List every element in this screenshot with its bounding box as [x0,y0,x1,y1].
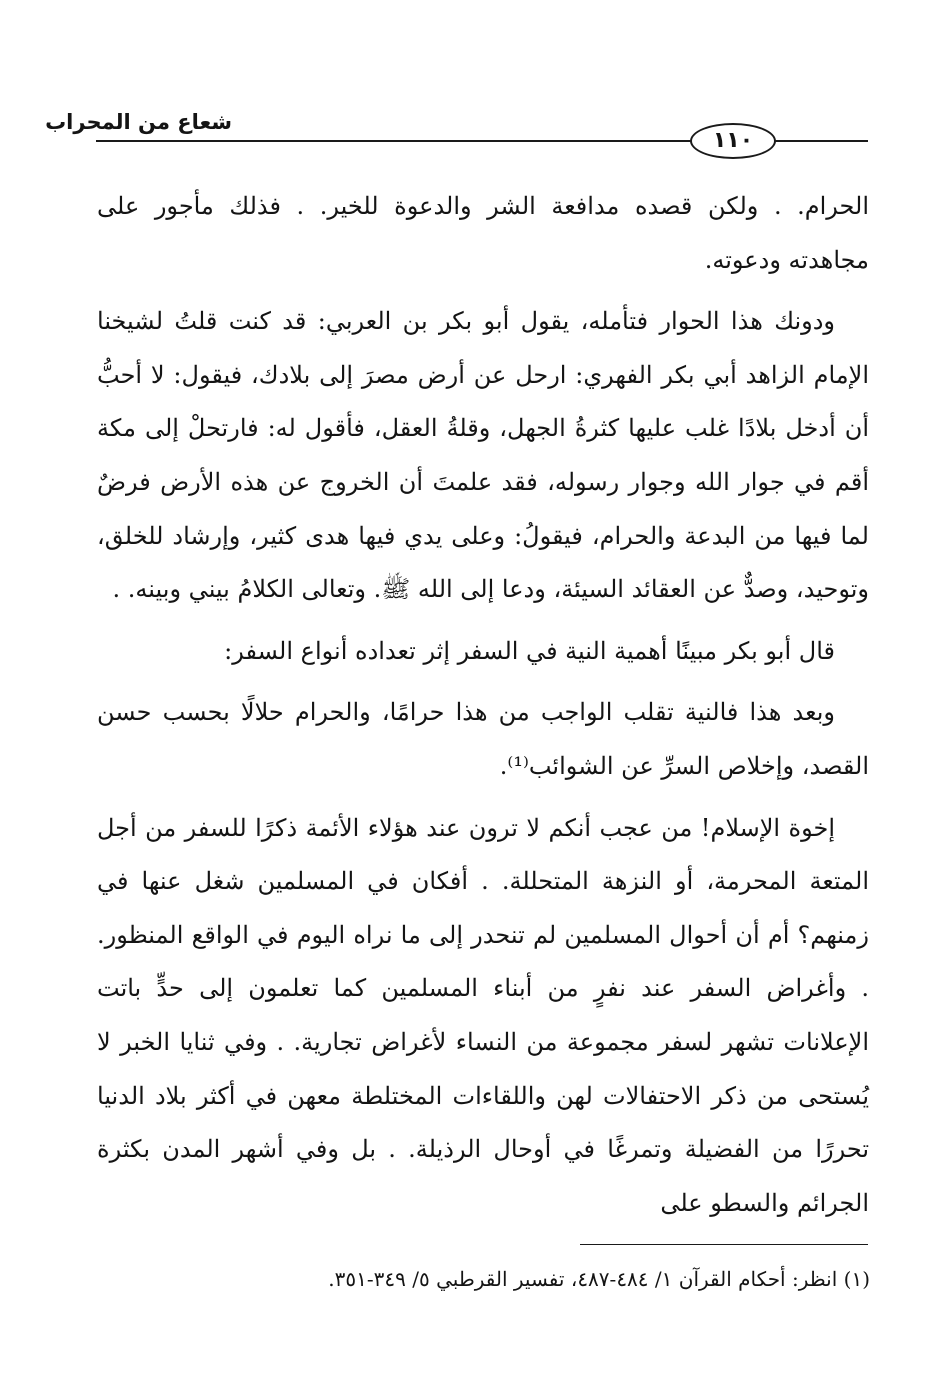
paragraph-4: وبعد هذا فالنية تقلب الواجب من هذا حرامًا، والحرام حلالًا بحسب حسن القصد، وإخلاص السرِّ عن الشوائب⁽¹⁾. [97,698,869,780]
paragraph-2: ودونك هذا الحوار فتأمله، يقول أبو بكر بن العربي: قد كنت قلتُ لشيخنا الإمام الزاهد أبي بكر الفهري: ارحل عن أرض مصرَ إلى بلادك، فيقول: لا أحبُّ أن أدخل بلادًا غلب عليها كثرةُ الجهل، وقلةُ العقل، فأقول له: فارتحلْ إلى مكة أقم في جوار الله وجوار رسوله، فقد علمتَ أن الخروج عن هذه الأرض فرضٌ لما فيها من البدعة والحرام، فيقولُ: وعلى يدي فيها هدى كثير، وإرشاد للخلق، وتوحيد، وصدٌّ عن العقائد السيئة، ودعا إلى الله ﷺ. وتعالى الكلامُ بيني وبينه. . [97,307,869,604]
paragraph-3: قال أبو بكر مبينًا أهمية النية في السفر إثر تعداده أنواع السفر: [224,636,835,665]
paragraph-5: إخوة الإسلام! من عجب أنكم لا ترون عند هؤلاء الأئمة ذكرًا للسفر من أجل المتعة المحرمة، أو النزهة المتحللة. . أفكان في المسلمين شغل عنها في زمنهم؟ أم أن أحوال المسلمين لم تنحدر إلى ما نراه اليوم في الواقع المنظور. . وأغراض السفر عند نفرٍ من أبناء المسلمين كما تعلمون إلى حدٍّ باتت الإعلانات تشهر لسفر مجموعة من النساء لأغراض تجارية. . وفي ثنايا الخبر لا يُستحى من ذكر الاحتفالات لهن واللقاءات المختلطة معهن في أكثر بلاد الدنيا تحررًا من الفضيلة وتمرغًا في أوحال الرذيلة. . بل وفي أشهر المدن بكثرة الجرائم والسطو على [97,813,869,1217]
main-text [97,180,869,1230]
footnote-rule [580,1244,868,1245]
running-header-title: شعاع من المحراب [45,110,232,134]
page-number: ١١٠ [690,123,776,159]
footnote: (١) انظر: أحكام القرآن ١/ ٤٨٤-٤٨٧، تفسير القرطبي ٥/ ٣٤٩-٣٥١. [328,1267,870,1291]
paragraph-1: الحرام. . ولكن قصده مدافعة الشر والدعوة للخير. . فذلك مأجور على مجاهدته ودعوته. [97,192,869,274]
